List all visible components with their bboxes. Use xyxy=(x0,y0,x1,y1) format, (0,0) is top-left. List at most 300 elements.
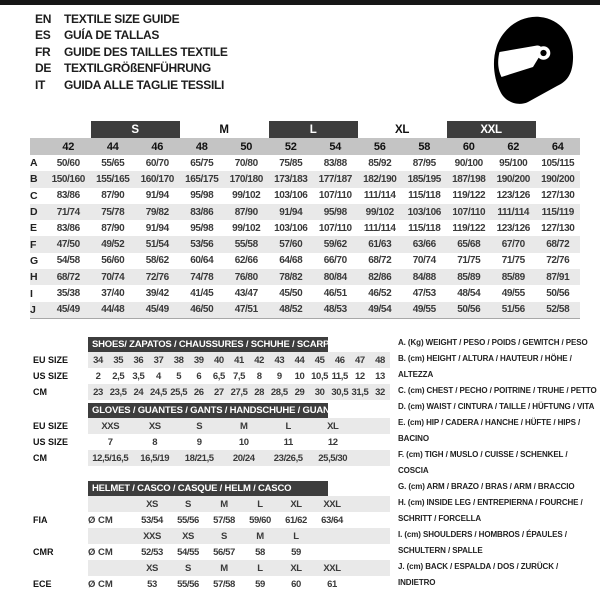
measurement-value-cell: 150/160 xyxy=(51,173,85,185)
value-cell: 44 xyxy=(294,354,305,366)
value-cell: 12,5/16,5 xyxy=(92,452,129,464)
measurement-value-cell: 48/53 xyxy=(323,304,347,316)
size-header-cell: 64 xyxy=(551,140,564,153)
row-band xyxy=(88,560,390,576)
value-cell: 23 xyxy=(93,386,103,398)
measurement-value-cell: 63/66 xyxy=(412,239,436,251)
value-cell: 61/62 xyxy=(285,514,307,526)
measurement-value-cell: 46/50 xyxy=(190,304,214,316)
measurement-value-cell: 95/98 xyxy=(190,190,214,202)
value-cell: 47 xyxy=(355,354,365,366)
size-group-s: S xyxy=(91,121,180,138)
language-title-label: TEXTILE SIZE GUIDE xyxy=(64,12,180,26)
value-cell: 61 xyxy=(327,578,337,590)
measurement-value-cell: 84/88 xyxy=(412,271,436,283)
value-cell: S xyxy=(185,562,191,574)
measurement-row-b xyxy=(30,171,580,187)
row-label: J xyxy=(30,303,36,316)
measurement-value-cell: 111/114 xyxy=(363,190,396,202)
row-band xyxy=(88,450,390,466)
value-cell: XL xyxy=(290,498,302,510)
value-cell: L xyxy=(257,562,263,574)
legend-entry: E. (cm) HIP / CADERA / HANCHE / HÜFTE / HIPS / BACINO xyxy=(398,418,581,443)
value-cell: 41 xyxy=(234,354,244,366)
measurement-value-cell: 35/38 xyxy=(56,288,80,300)
measurement-value-cell: 70/74 xyxy=(412,255,436,267)
table-row xyxy=(33,450,390,466)
value-cell: 60 xyxy=(291,578,301,590)
value-cell: 36 xyxy=(133,354,144,366)
row-band xyxy=(88,384,390,400)
value-cell: 9 xyxy=(196,436,202,448)
measurement-value-cell: 119/122 xyxy=(452,222,486,234)
measurement-value-cell: 66/70 xyxy=(323,255,347,267)
value-cell: L xyxy=(285,420,291,432)
measurement-row-g xyxy=(30,253,580,269)
value-cell: XXS xyxy=(143,530,161,542)
measurement-value-cell: 87/91 xyxy=(546,271,570,283)
unit-label-cell: Ø CM xyxy=(88,578,113,590)
value-cell: 30,5 xyxy=(331,386,349,398)
measurement-value-cell: 99/102 xyxy=(232,190,261,202)
value-cell: S xyxy=(221,530,227,542)
row-label: US SIZE xyxy=(33,371,69,381)
value-cell: 16,5/19 xyxy=(140,452,170,464)
measurement-value-cell: 54/58 xyxy=(56,255,80,267)
row-label: D xyxy=(30,206,38,219)
measurement-value-cell: 99/102 xyxy=(232,222,261,234)
measurement-value-cell: 49/54 xyxy=(368,304,392,316)
value-cell: 53 xyxy=(147,578,157,590)
language-title-label: GUIDA ALLE TAGLIE TESSILI xyxy=(64,77,225,92)
value-cell: 54/55 xyxy=(177,546,199,558)
unit-label-cell xyxy=(88,560,134,576)
value-cell: 28,5 xyxy=(270,386,288,398)
value-cell: 2,5 xyxy=(112,370,125,382)
row-label: G xyxy=(30,254,38,267)
row-label: CMR xyxy=(33,547,54,557)
measurement-value-cell: 64/68 xyxy=(279,255,303,267)
measurement-value-cell: 53/56 xyxy=(190,239,214,251)
value-cell: 7 xyxy=(107,436,113,448)
language-code: EN xyxy=(35,12,52,26)
size-group-spacer xyxy=(536,121,581,138)
value-cell: L xyxy=(293,530,299,542)
measurement-value-cell: 47/50 xyxy=(56,239,80,251)
value-cell: 35 xyxy=(113,354,124,366)
measurement-value-cell: 103/106 xyxy=(274,190,308,202)
measurement-value-cell: 71/75 xyxy=(457,255,481,267)
measurement-value-cell: 115/118 xyxy=(408,222,441,234)
measurement-value-cell: 55/58 xyxy=(234,239,258,251)
size-header-cell: 60 xyxy=(462,140,475,153)
measurement-value-cell: 46/51 xyxy=(323,288,347,300)
measurement-value-cell: 83/86 xyxy=(190,206,214,218)
measurement-value-cell: 87/95 xyxy=(412,157,436,169)
row-label: EU SIZE xyxy=(33,355,69,365)
measurement-value-cell: 160/170 xyxy=(140,173,174,185)
corner-spacer-cell xyxy=(30,121,46,138)
value-cell: 12 xyxy=(327,436,338,448)
measurement-value-cell: 55/65 xyxy=(101,157,125,169)
language-code: DE xyxy=(35,61,52,76)
language-code: IT xyxy=(35,77,46,92)
value-cell: 38 xyxy=(173,354,184,366)
measurement-value-cell: 91/94 xyxy=(279,206,303,218)
language-title-row xyxy=(35,60,228,76)
unit-label-cell: Ø CM xyxy=(88,546,113,558)
value-cell xyxy=(314,528,350,544)
measurement-value-cell: 61/63 xyxy=(368,239,392,251)
size-group-xl: XL xyxy=(395,123,409,136)
value-cell: 46 xyxy=(334,354,345,366)
value-cell: 57/58 xyxy=(213,514,235,526)
value-cell: 10 xyxy=(294,370,305,382)
measurement-row-c xyxy=(30,188,580,204)
value-cell: 58 xyxy=(255,546,265,558)
row-label: H xyxy=(30,271,38,284)
value-cell: 6,5 xyxy=(212,370,225,382)
size-header-cell: 54 xyxy=(329,140,342,153)
measurement-value-cell: 46/52 xyxy=(368,288,392,300)
value-cell: 25,5 xyxy=(170,386,188,398)
measurement-value-cell: 56/60 xyxy=(101,255,125,267)
value-cell: 29 xyxy=(294,386,305,398)
measurement-value-cell: 103/106 xyxy=(407,206,441,218)
value-cell: 20/24 xyxy=(232,452,255,464)
size-header-cell: 48 xyxy=(195,140,208,153)
measurement-row-d xyxy=(30,204,580,220)
measurement-value-cell: 83/88 xyxy=(323,157,347,169)
measurement-value-cell: 190/200 xyxy=(496,173,530,185)
size-group-xxl: XXL xyxy=(447,121,536,138)
unit-label-cell xyxy=(88,496,134,512)
measurement-value-cell: 173/183 xyxy=(274,173,308,185)
measurement-value-cell: 49/55 xyxy=(412,304,436,316)
value-cell: 9 xyxy=(276,370,282,382)
value-cell: 55/56 xyxy=(177,578,199,590)
measurement-value-cell: 37/40 xyxy=(101,288,125,300)
textile-size-table xyxy=(30,121,580,319)
value-cell: 3,5 xyxy=(132,370,145,382)
row-label: EU SIZE xyxy=(33,421,69,431)
measurement-value-cell: 45/49 xyxy=(56,304,80,316)
row-label: CM xyxy=(33,453,47,463)
language-title-row xyxy=(35,27,228,43)
measurement-value-cell: 105/115 xyxy=(541,157,575,169)
value-cell: 4 xyxy=(156,370,161,382)
measurement-value-cell: 103/106 xyxy=(274,222,308,234)
measurement-value-cell: 51/56 xyxy=(501,304,525,316)
measurement-value-cell: 75/78 xyxy=(101,206,125,218)
value-cell: 6 xyxy=(196,370,202,382)
helmet-table-title: HELMET / CASCO / CASQUE / HELM / CASCO xyxy=(88,481,328,496)
measurement-value-cell: 127/130 xyxy=(541,222,575,234)
value-cell: XXL xyxy=(323,562,341,574)
row-band xyxy=(88,352,390,368)
measurement-value-cell: 107/110 xyxy=(318,190,352,202)
measurement-value-cell: 48/52 xyxy=(279,304,303,316)
measurement-value-cell: 41/45 xyxy=(190,288,214,300)
shoes-size-table xyxy=(33,337,390,400)
size-header-cell: 56 xyxy=(373,140,386,153)
size-header-cell: 42 xyxy=(62,140,75,153)
row-band xyxy=(88,418,390,434)
value-cell: XS xyxy=(148,420,161,432)
measurement-value-cell: 127/130 xyxy=(541,190,575,202)
table-row xyxy=(33,368,390,384)
row-label: C xyxy=(30,189,38,202)
row-label: F xyxy=(30,238,37,251)
value-cell: XL xyxy=(327,420,339,432)
value-cell: XL xyxy=(290,562,302,574)
row-label xyxy=(33,560,88,576)
measurement-value-cell: 58/62 xyxy=(145,255,169,267)
measurement-value-cell: 79/82 xyxy=(145,206,169,218)
value-cell: XXS xyxy=(101,420,120,432)
unit-label-cell xyxy=(88,528,134,544)
language-title-label: GUIDE DES TAILLES TEXTILE xyxy=(64,44,228,59)
table-row xyxy=(33,560,390,576)
measurement-value-cell: 59/62 xyxy=(323,239,347,251)
language-code: ES xyxy=(35,28,51,43)
measurement-value-cell: 68/72 xyxy=(56,271,80,283)
measurement-value-cell: 71/74 xyxy=(56,206,80,218)
legend-entry: J. (cm) BACK / ESPALDA / DOS / ZURÜCK / INDIETRO xyxy=(398,562,559,587)
measurement-value-cell: 177/187 xyxy=(318,173,352,185)
top-border-bar xyxy=(0,0,600,5)
value-cell: 57/58 xyxy=(213,578,235,590)
table-row xyxy=(33,544,390,560)
measurement-value-cell: 80/84 xyxy=(323,271,347,283)
measurement-value-cell: 62/66 xyxy=(234,255,258,267)
measurement-value-cell: 123/126 xyxy=(496,190,530,202)
value-cell: 11,5 xyxy=(331,370,348,382)
value-cell: M xyxy=(239,420,248,432)
row-band xyxy=(88,434,390,450)
table-row xyxy=(33,576,390,592)
size-header-cell: 52 xyxy=(284,140,297,153)
language-title-row xyxy=(35,77,228,93)
table-row xyxy=(33,384,390,400)
legend-entry: H. (cm) INSIDE LEG / ENTREPIERNA / FOURCHE / SCHRITT / FORCELLA xyxy=(398,498,583,523)
measurement-value-cell: 85/92 xyxy=(368,157,392,169)
table-row xyxy=(33,418,390,434)
size-group-spacer xyxy=(46,121,91,138)
value-cell: 23/26,5 xyxy=(273,452,303,464)
value-cell: 39 xyxy=(193,354,204,366)
table-row xyxy=(33,512,390,528)
value-cell: S xyxy=(185,498,191,510)
row-label: E xyxy=(30,222,37,235)
measurement-value-cell: 50/60 xyxy=(56,157,80,169)
row-band xyxy=(88,496,390,512)
value-cell: 63/64 xyxy=(321,514,343,526)
row-band xyxy=(88,544,390,560)
value-cell: 40 xyxy=(214,354,224,366)
legend-entry: I. (cm) SHOULDERS / HOMBROS / ÉPAULES / SCHULTERN / SPALLE xyxy=(398,530,567,555)
value-cell: 26 xyxy=(193,386,204,398)
row-label: CM xyxy=(33,387,47,397)
measurement-value-cell: 87/90 xyxy=(101,222,125,234)
table-row xyxy=(33,496,390,512)
measurement-value-cell: 95/98 xyxy=(323,206,347,218)
table-row xyxy=(33,528,390,544)
value-cell: M xyxy=(220,498,228,510)
value-cell: S xyxy=(196,420,203,432)
measurement-value-cell: 65/68 xyxy=(457,239,481,251)
row-band xyxy=(88,368,390,384)
unit-label-cell: Ø CM xyxy=(88,514,113,526)
measurement-value-cell: 48/54 xyxy=(457,288,481,300)
value-cell: 8 xyxy=(152,436,158,448)
measurement-value-cell: 82/86 xyxy=(368,271,392,283)
measurement-value-cell: 107/110 xyxy=(452,206,486,218)
size-header-cell: 62 xyxy=(507,140,520,153)
measurement-value-cell: 78/82 xyxy=(279,271,303,283)
measurement-row-j xyxy=(30,302,580,318)
measurement-value-cell: 70/74 xyxy=(101,271,125,283)
gloves-table-title: GLOVES / GUANTES / GANTS / HANDSCHUHE / GUANTI xyxy=(88,403,328,418)
value-cell: XS xyxy=(146,498,158,510)
measurement-value-cell: 45/49 xyxy=(145,304,169,316)
measurement-row-f xyxy=(30,236,580,252)
measurement-value-cell: 111/114 xyxy=(363,222,396,234)
language-title-list xyxy=(35,11,228,93)
measurement-value-cell: 44/48 xyxy=(101,304,125,316)
measurement-value-cell: 67/70 xyxy=(501,239,525,251)
value-cell: 59/60 xyxy=(249,514,271,526)
value-cell xyxy=(314,544,350,560)
language-title-label: TEXTILGRÖßENFÜHRUNG xyxy=(64,61,211,76)
value-cell: 8 xyxy=(256,370,262,382)
value-cell: 24 xyxy=(133,386,144,398)
measurement-value-cell: 187/198 xyxy=(452,173,486,185)
helmet-size-table xyxy=(33,481,390,592)
measurement-legend xyxy=(398,335,597,591)
value-cell: 52/53 xyxy=(141,546,163,558)
measurement-value-cell: 90/100 xyxy=(454,157,483,169)
size-header-cell: 44 xyxy=(106,140,119,153)
measurement-value-cell: 123/126 xyxy=(496,222,530,234)
value-cell: XS xyxy=(182,530,194,542)
measurement-value-cell: 155/165 xyxy=(96,173,130,185)
racing-helmet-icon xyxy=(486,10,578,110)
measurement-value-cell: 60/64 xyxy=(190,255,214,267)
legend-entry: A. (Kg) WEIGHT / PESO / POIDS / GEWITCH / PESO xyxy=(398,338,588,347)
measurement-value-cell: 43/47 xyxy=(234,288,258,300)
row-label xyxy=(33,496,88,512)
value-cell: 59 xyxy=(255,578,265,590)
value-cell: 11 xyxy=(283,436,293,448)
value-cell: 23,5 xyxy=(109,386,127,398)
value-cell: M xyxy=(256,530,264,542)
measurement-value-cell: 85/89 xyxy=(501,271,525,283)
measurement-value-cell: 95/98 xyxy=(190,222,214,234)
value-cell: L xyxy=(257,498,263,510)
measurement-value-cell: 87/90 xyxy=(101,190,125,202)
value-cell: 10 xyxy=(238,436,249,448)
table-row xyxy=(33,352,390,368)
row-band xyxy=(88,576,390,592)
row-label: ECE xyxy=(33,579,52,589)
value-cell: 7,5 xyxy=(233,370,246,382)
row-label: A xyxy=(30,157,38,170)
row-band xyxy=(88,528,390,544)
value-cell: 37 xyxy=(153,354,164,366)
value-cell: 27,5 xyxy=(230,386,248,398)
measurement-value-cell: 182/190 xyxy=(363,173,397,185)
value-cell: 56/57 xyxy=(213,546,235,558)
value-cell: 31,5 xyxy=(351,386,369,398)
value-cell: 18/21,5 xyxy=(184,452,214,464)
size-header-row xyxy=(30,138,580,155)
measurement-value-cell: 72/76 xyxy=(546,255,570,267)
measurement-value-cell: 115/118 xyxy=(408,190,441,202)
measurement-value-cell: 91/94 xyxy=(145,222,169,234)
measurement-value-cell: 76/80 xyxy=(234,271,258,283)
measurement-row-e xyxy=(30,220,580,236)
value-cell: 10,5 xyxy=(311,370,329,382)
measurement-value-cell: 83/86 xyxy=(56,190,80,202)
measurement-value-cell: 107/110 xyxy=(318,222,352,234)
value-cell: XS xyxy=(146,562,158,574)
gloves-size-table xyxy=(33,403,390,466)
language-code: FR xyxy=(35,44,51,59)
row-label: FIA xyxy=(33,515,48,525)
value-cell: 32 xyxy=(375,386,385,398)
value-cell: XXL xyxy=(323,498,341,510)
size-group-m: M xyxy=(219,123,229,136)
measurement-value-cell: 85/89 xyxy=(457,271,481,283)
measurement-row-i xyxy=(30,285,580,301)
value-cell: 5 xyxy=(176,370,182,382)
measurement-value-cell: 190/200 xyxy=(541,173,575,185)
measurement-value-cell: 65/75 xyxy=(190,157,214,169)
measurement-value-cell: 74/78 xyxy=(190,271,214,283)
value-cell: 30 xyxy=(314,386,325,398)
measurement-value-cell: 52/58 xyxy=(546,304,570,316)
measurement-value-cell: 119/122 xyxy=(452,190,486,202)
row-band xyxy=(88,512,390,528)
legend-entry: D. (cm) WAIST / CINTURA / TAILLE / HÜFTUNG / VITA xyxy=(398,402,595,411)
measurement-value-cell: 50/56 xyxy=(457,304,481,316)
measurement-value-cell: 57/60 xyxy=(279,239,303,251)
size-group-header-row xyxy=(30,121,580,138)
legend-entry: B. (cm) HEIGHT / ALTURA / HAUTEUR / HÖHE / ALTEZZA xyxy=(398,354,572,379)
legend-entry: G. (cm) ARM / BRAZO / BRAS / ARM / BRACCIO xyxy=(398,482,575,491)
value-cell: 45 xyxy=(314,354,325,366)
table-row xyxy=(33,434,390,450)
size-header-cell: 58 xyxy=(418,140,431,153)
measurement-value-cell: 115/119 xyxy=(541,206,574,218)
measurement-value-cell: 83/86 xyxy=(56,222,80,234)
measurement-value-cell: 60/70 xyxy=(145,157,169,169)
value-cell: 42 xyxy=(254,354,265,366)
measurement-value-cell: 68/72 xyxy=(546,239,570,251)
measurement-value-cell: 68/72 xyxy=(368,255,392,267)
legend-entry: C. (cm) CHEST / PECHO / POITRINE / TRUHE / PETTO xyxy=(398,386,597,395)
value-cell: 55/56 xyxy=(177,514,199,526)
row-label: US SIZE xyxy=(33,437,69,447)
value-cell: 2 xyxy=(95,370,101,382)
language-title-row xyxy=(35,11,228,27)
measurement-value-cell: 91/94 xyxy=(145,190,169,202)
measurement-value-cell: 72/76 xyxy=(145,271,169,283)
measurement-value-cell: 185/195 xyxy=(407,173,441,185)
table-bottom-rule xyxy=(30,318,580,319)
value-cell: 34 xyxy=(93,354,103,366)
